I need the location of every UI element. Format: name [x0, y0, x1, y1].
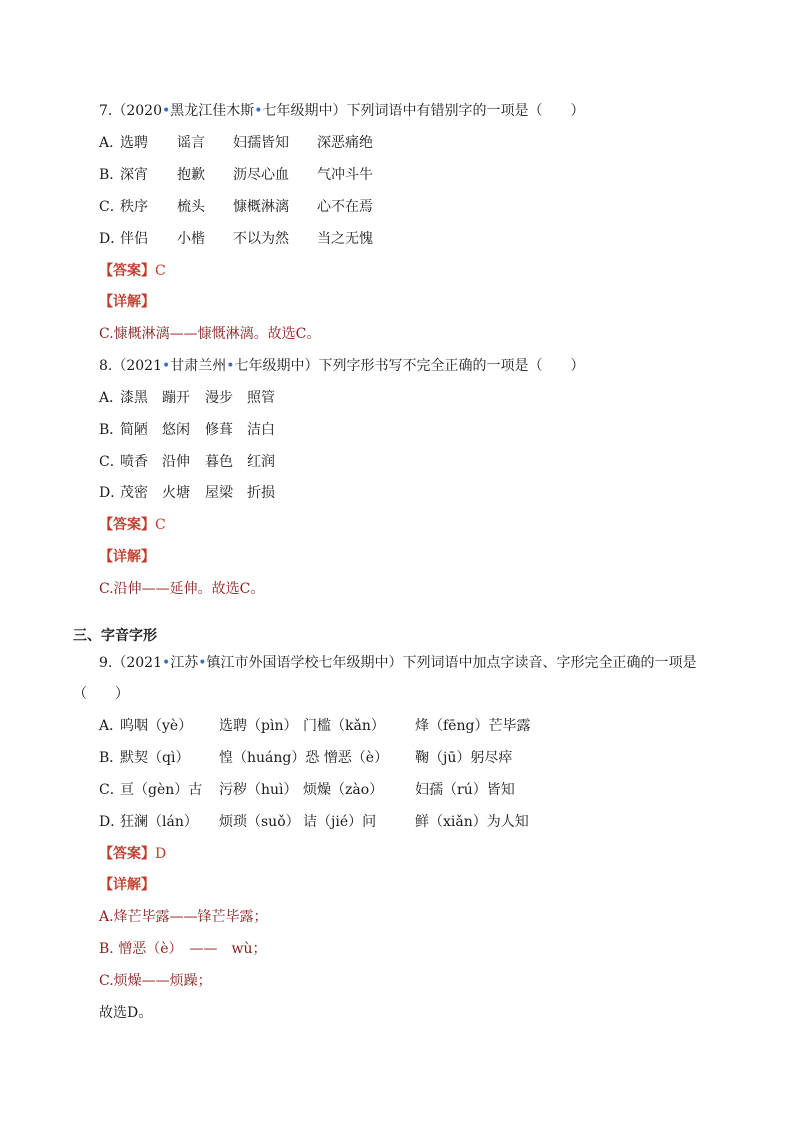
- option-label: A．: [99, 718, 124, 734]
- option-word: 呜咽（yè）: [120, 718, 193, 734]
- answer-value: C: [155, 263, 166, 279]
- option-word: 折损: [247, 485, 275, 501]
- question-9-explanation-a: A.烽芒毕露——锋芒毕露；: [99, 909, 268, 925]
- option-word: 心不在焉: [317, 199, 373, 215]
- option-word: 深恶痛绝: [317, 135, 373, 151]
- option-word: 抱歉: [177, 167, 205, 183]
- answer-tag: 【答案】: [99, 846, 155, 862]
- question-8-stem: [99, 356, 585, 376]
- option-word: 火塘: [162, 485, 190, 501]
- option-label: C．: [99, 782, 124, 798]
- option-word: 不以为然: [233, 231, 289, 247]
- option-label: D．: [99, 485, 125, 501]
- question-9-paren: （ ）: [73, 686, 129, 702]
- option-label: C．: [99, 199, 124, 215]
- option-label: B．: [99, 422, 124, 438]
- question-7-stem: [99, 101, 585, 121]
- option-word: 默契（qì）: [120, 750, 190, 766]
- option-label: B．: [99, 750, 124, 766]
- question-number: 7.: [99, 103, 113, 119]
- question-7-explanation: C.慷概淋漓——慷慨淋漓。故选C。: [99, 326, 321, 342]
- option-word: 简陋: [120, 422, 148, 438]
- separator-dot: •: [162, 103, 171, 119]
- question-source-region: 江苏: [170, 655, 199, 671]
- answer-tag: 【答案】: [99, 263, 155, 279]
- option-word: 修葺: [205, 422, 233, 438]
- answer-tag: 【答案】: [99, 517, 155, 533]
- answer-value: C: [155, 517, 166, 533]
- option-word: 污秽（huì）: [219, 782, 298, 798]
- section-title: 三、字音字形: [73, 628, 157, 644]
- option-word: 秩序: [120, 199, 148, 215]
- question-7-detail-tag: [99, 292, 155, 312]
- option-word: 惶（huáng）恐 憎恶（è）: [219, 750, 389, 766]
- answer-value: D: [155, 846, 167, 862]
- question-9-stem: [99, 653, 697, 673]
- question-9-explanation-b: B. 憎恶（è） —— wù；: [99, 941, 267, 957]
- option-word: 气冲斗牛: [317, 167, 373, 183]
- separator-dot: •: [162, 358, 171, 374]
- question-text: 镇江市外国语学校七年级期中）下列词语中加点字读音、字形完全正确的一项是: [206, 655, 697, 671]
- option-word: 漆黑: [120, 390, 148, 406]
- option-word: 鞠（jū）躬尽瘁: [415, 750, 513, 766]
- option-word: 妇孺皆知: [233, 135, 289, 151]
- option-word: 小楷: [177, 231, 205, 247]
- question-9-detail-tag: [99, 875, 155, 895]
- question-9-explanation-c: C.烦燥——烦躁；: [99, 973, 212, 989]
- question-text: 七年级期中）下列字形书写不完全正确的一项是（ ）: [234, 358, 585, 374]
- separator-dot: •: [254, 103, 263, 119]
- option-word: 茂密: [120, 485, 148, 501]
- question-9-conclusion: 故选D。: [99, 1005, 153, 1021]
- option-word: 沿伸: [162, 454, 190, 470]
- question-8-explanation: C.沿伸——延伸。故选C。: [99, 581, 265, 597]
- option-word: 悠闲: [162, 422, 190, 438]
- question-source-region: 甘肃兰州: [170, 358, 227, 374]
- question-source-year: （2021: [112, 358, 162, 374]
- question-text: 七年级期中）下列词语中有错别字的一项是（ ）: [262, 103, 585, 119]
- option-word: 狂澜（lán）: [120, 814, 198, 830]
- question-number: 8.: [99, 358, 113, 374]
- option-word: 蹦开: [162, 390, 190, 406]
- option-word: 伴侣: [120, 231, 148, 247]
- option-word: 亘（gèn）古: [120, 782, 203, 798]
- question-8-answer: [99, 515, 166, 535]
- option-label: D．: [99, 814, 125, 830]
- option-word: 屋梁: [205, 485, 233, 501]
- option-word: 妇孺（rú）皆知: [415, 782, 515, 798]
- option-word: 照管: [247, 390, 275, 406]
- option-word: 谣言: [177, 135, 205, 151]
- option-word: 选聘: [120, 135, 148, 151]
- question-7-answer: [99, 261, 166, 281]
- option-label: D．: [99, 231, 125, 247]
- question-number: 9.: [99, 655, 113, 671]
- question-source-year: （2021: [112, 655, 162, 671]
- option-label: A．: [99, 390, 124, 406]
- option-word: 烦琐（suǒ）: [219, 814, 300, 830]
- option-label: C．: [99, 454, 124, 470]
- option-label: A．: [99, 135, 124, 151]
- detail-tag: 【详解】: [99, 294, 155, 310]
- question-9-answer: [99, 844, 166, 864]
- option-word: 选聘（pìn）: [219, 718, 298, 734]
- option-word: 深宵: [120, 167, 148, 183]
- detail-tag: 【详解】: [99, 549, 155, 565]
- option-word: 诘（jié）问: [303, 814, 377, 830]
- question-source-year: （2020: [112, 103, 162, 119]
- option-word: 鲜（xiǎn）为人知: [415, 814, 529, 830]
- option-word: 沥尽心血: [233, 167, 289, 183]
- separator-dot: •: [226, 358, 235, 374]
- option-word: 当之无愧: [317, 231, 373, 247]
- option-word: 漫步: [205, 390, 233, 406]
- option-label: B．: [99, 167, 124, 183]
- option-word: 红润: [247, 454, 275, 470]
- option-word: 烽（fēng）芒毕露: [415, 718, 531, 734]
- option-word: 梳头: [177, 199, 205, 215]
- option-word: 暮色: [205, 454, 233, 470]
- question-source-region: 黑龙江佳木斯: [170, 103, 255, 119]
- option-word: 慷概淋漓: [233, 199, 289, 215]
- option-word: 洁白: [247, 422, 275, 438]
- separator-dot: •: [198, 655, 207, 671]
- separator-dot: •: [162, 655, 171, 671]
- option-word: 门槛（kǎn）: [303, 718, 385, 734]
- detail-tag: 【详解】: [99, 877, 155, 893]
- option-word: 烦燥（zào）: [303, 782, 384, 798]
- option-word: 喷香: [120, 454, 148, 470]
- question-8-detail-tag: [99, 547, 155, 567]
